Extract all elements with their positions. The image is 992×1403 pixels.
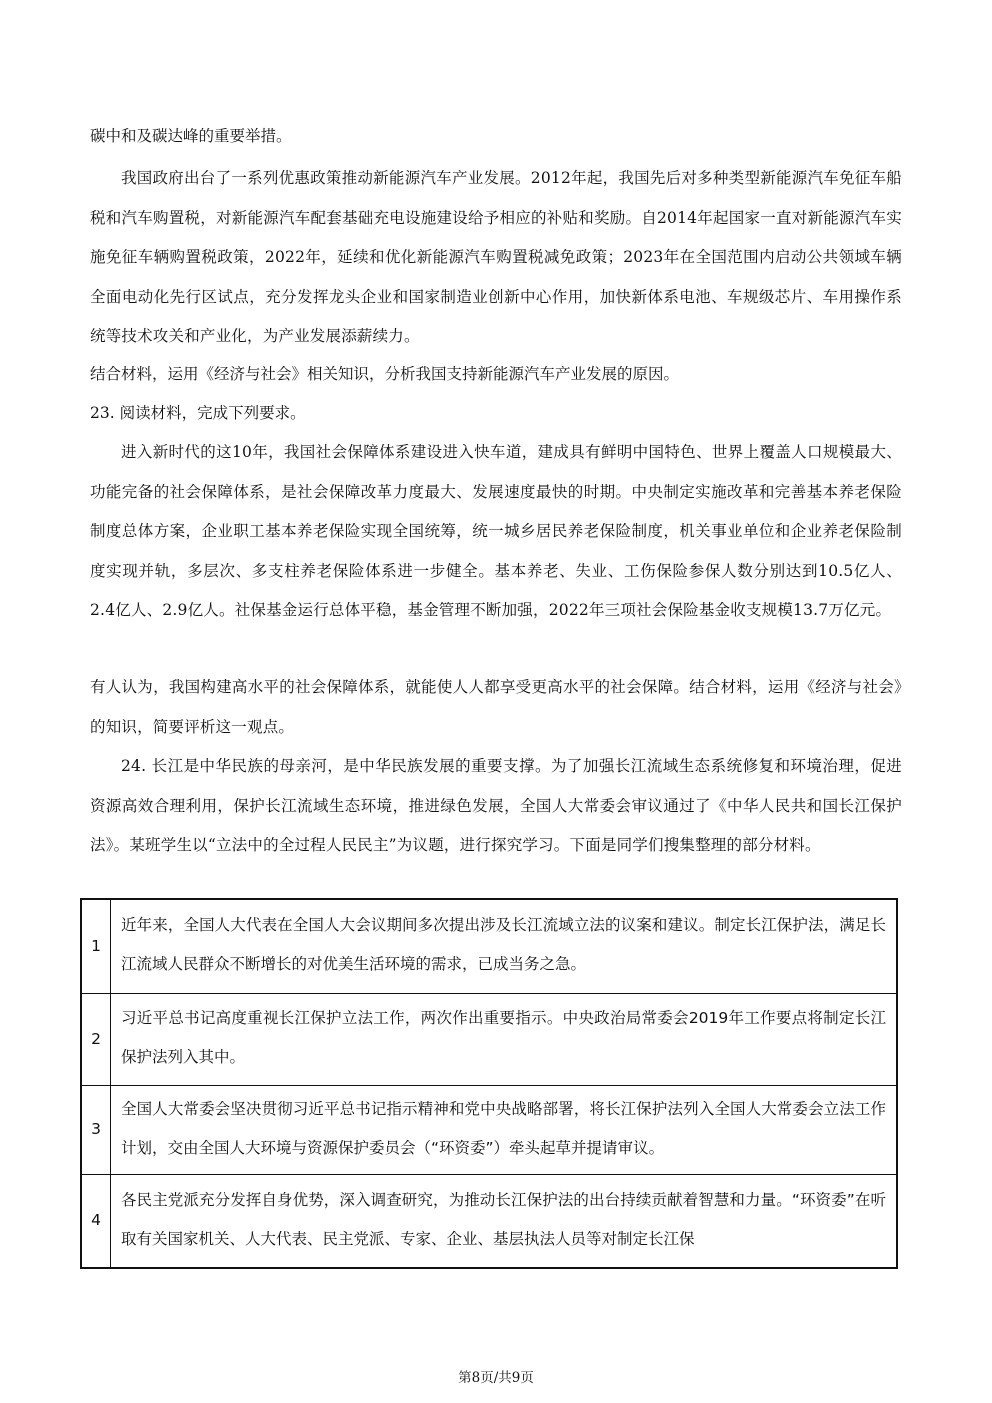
row-number: 4	[81, 1174, 111, 1268]
row-text: 全国人大常委会坚决贯彻习近平总书记指示精神和党中央战略部署，将长江保护法列入全国人大常委会立法工作计划，交由全国人大环境与资源保护委员会（“环资委”）牵头起草并提请审议。	[111, 1085, 898, 1174]
table-row	[81, 899, 897, 993]
row-text: 习近平总书记高度重视长江保护立法工作，两次作出重要指示。中央政治局常委会2019年工作要点将制定长江保护法列入其中。	[111, 993, 898, 1085]
row-number: 1	[81, 899, 111, 993]
question-23-material: 进入新时代的这10年，我国社会保障体系建设进入快车道，建成具有鲜明中国特色、世界上覆盖人口规模最大、功能完备的社会保障体系，是社会保障改革力度最大、发展速度最快的时期。中央制定实施改革和完善基本养老保险制度总体方案，企业职工基本养老保险实现全国统筹，统一城乡居民养老保险制度，机关事业单位和企业养老保险制度实现并轨，多层次、多支柱养老保险体系进一步健全。基本养老、失业、工伤保险参保人数分别达到10.5亿人、2.4亿人、2.9亿人。社保基金运行总体平稳，基金管理不断加强，2022年三项社会保险基金收支规模13.7万亿元。	[90, 443, 902, 619]
row-number: 2	[81, 993, 111, 1085]
table-row	[81, 993, 897, 1085]
table-row	[81, 1174, 897, 1268]
paragraph-continuation: 碳中和及碳达峰的重要举措。	[90, 127, 292, 145]
question-23-prompt: 有人认为，我国构建高水平的社会保障体系，就能使人人都享受更高水平的社会保障。结合材料，运用《经济与社会》的知识，简要评析这一观点。	[90, 678, 902, 736]
row-text: 各民主党派充分发挥自身优势，深入调查研究，为推动长江保护法的出台持续贡献着智慧和力量。“环资委”在听取有关国家机关、人大代表、民主党派、专家、企业、基层执法人员等对制定长江保	[111, 1174, 898, 1268]
question-22-prompt: 结合材料，运用《经济与社会》相关知识，分析我国支持新能源汽车产业发展的原因。	[90, 365, 680, 383]
question-24-material: 24. 长江是中华民族的母亲河，是中华民族发展的重要支撑。为了加强长江流域生态系统修复和环境治理，促进资源高效合理利用，保护长江流域生态环境，推进绿色发展，全国人大常委会审议通过了《中华人民共和国长江保护法》。某班学生以“立法中的全过程人民民主”为议题，进行探究学习。下面是同学们搜集整理的部分材料。	[90, 757, 902, 854]
material-table	[80, 898, 898, 1269]
page-number-footer: 第8页/共9页	[458, 1370, 534, 1386]
paragraph-ev-policy: 我国政府出台了一系列优惠政策推动新能源汽车产业发展。2012年起，我国先后对多种类型新能源汽车免征车船税和汽车购置税，对新能源汽车配套基础充电设施建设给予相应的补贴和奖励。自2014年起国家一直对新能源汽车实施免征车辆购置税政策，2022年，延续和优化新能源汽车购置税减免政策；2023年在全国范围内启动公共领域车辆全面电动化先行区试点，充分发挥龙头企业和国家制造业创新中心作用，加快新体系电池、车规级芯片、车用操作系统等技术攻关和产业化，为产业发展添薪续力。	[90, 169, 902, 345]
row-text: 近年来，全国人大代表在全国人大会议期间多次提出涉及长江流域立法的议案和建议。制定长江保护法，满足长江流域人民群众不断增长的对优美生活环境的需求，已成当务之急。	[111, 899, 898, 993]
question-23-heading: 23. 阅读材料，完成下列要求。	[90, 404, 306, 422]
row-number: 3	[81, 1085, 111, 1174]
table-row	[81, 1085, 897, 1174]
